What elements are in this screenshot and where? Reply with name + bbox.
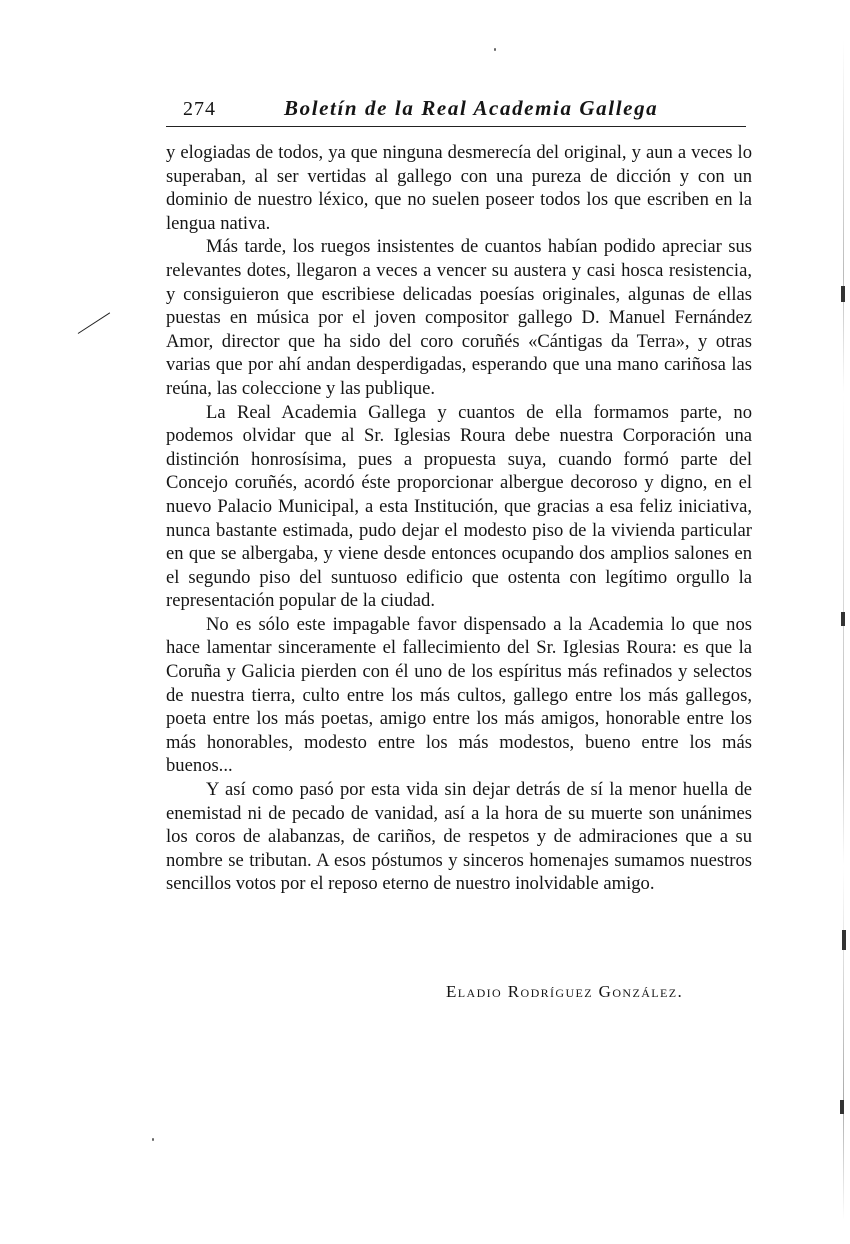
running-head xyxy=(166,94,746,126)
paragraph: Más tarde, los ruegos insistentes de cuantos habían podido apreciar sus relevantes dotes, llegaron a veces a vencer su austera y casi hosca resistencia, y consiguieron que escribiese delicadas poesías originales, algunas de ellas puestas en música por el joven compositor gallego D. Manuel Fernández Amor, director que ha sido del coro coruñés «Cántigas da Terra», y otras varias que por ahí andan desperdigadas, esperando que una mano cariñosa las reúna, las coleccione y las publique. xyxy=(166,236,752,399)
header-rule xyxy=(166,126,746,127)
scan-speck xyxy=(152,1138,154,1141)
paragraph-continued: y elogiadas de todos, ya que ninguna desmerecía del original, y aun a veces lo superaban, al ser vertidas al gallego con una pureza de dicción y con un dominio de nuestro léxico, que no suelen poseer todos los que escriben en la lengua nativa. xyxy=(166,142,752,234)
article-body xyxy=(166,141,752,896)
edge-mark xyxy=(841,612,845,626)
margin-pencil-mark xyxy=(78,312,110,334)
edge-mark xyxy=(841,286,845,302)
author-signature: Eladio Rodríguez González. xyxy=(446,982,684,1001)
edge-mark xyxy=(842,930,846,950)
page-edge-shadow xyxy=(843,40,844,1220)
scan-speck xyxy=(494,48,496,51)
paragraph: La Real Academia Gallega y cuantos de ella formamos parte, no podemos olvidar que al Sr. Iglesias Roura debe nuestra Corporación una distinción honrosísima, pues a propuesta suya, cuando formó parte del Concejo coruñés, acordó éste proporcionar albergue decoroso y digno, en el nuevo Palacio Municipal, a esta Institución, que gracias a esa feliz iniciativa, nunca bastante estimada, pudo dejar el modesto piso de la vivienda particular en que se albergaba, y viene desde entonces ocupando dos amplios salones en el segundo piso del suntuoso edificio que ostenta con legítimo orgullo la representación popular de la ciudad. xyxy=(166,401,752,612)
edge-mark xyxy=(840,1100,844,1114)
paragraph: No es sólo este impagable favor dispensado a la Academia lo que nos hace lamentar sinceramente el fallecimiento del Sr. Iglesias Roura: es que la Coruña y Galicia pierden con él uno de los espíritus más refinados y selectos de nuestra tierra, culto entre los más cultos, gallego entre los más gallegos, poeta entre los más poetas, amigo entre los más amigos, honorable entre los más honorables, modesto entre los más modestos, bueno entre los más buenos... xyxy=(166,613,752,777)
page-number: 274 xyxy=(183,98,216,120)
journal-title: Boletín de la Real Academia Gallega xyxy=(284,96,659,120)
paragraph: Y así como pasó por esta vida sin dejar detrás de sí la menor huella de enemistad ni de pecado de vanidad, así a la hora de su muerte son unánimes los coros de alabanzas, de cariños, de respetos y de admiraciones que a su nombre se tributan. A esos póstumos y sinceros homenajes sumamos nuestros sencillos votos por el reposo eterno de nuestro inolvidable amigo. xyxy=(166,779,752,895)
